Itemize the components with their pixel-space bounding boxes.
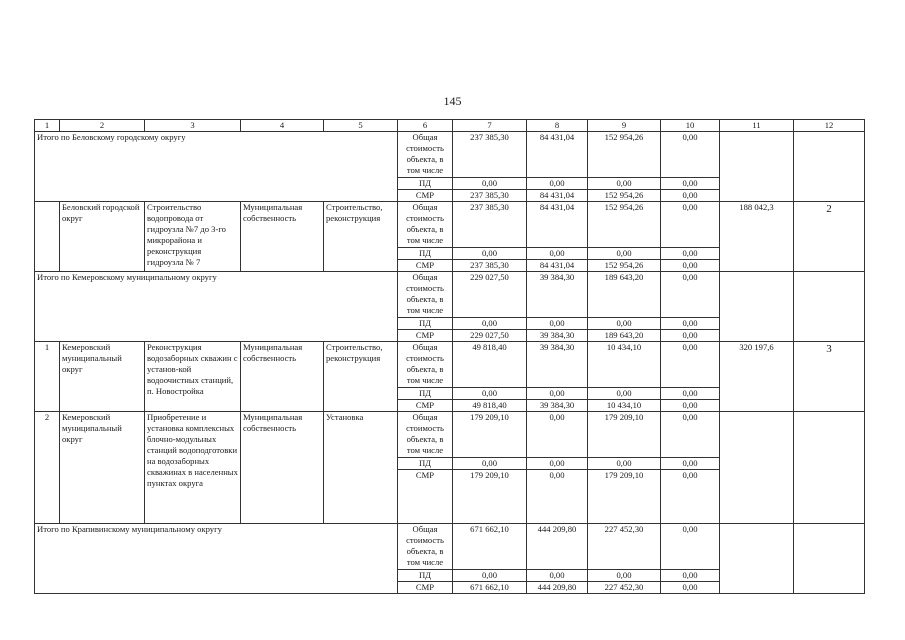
cost-category: СМР [398, 470, 453, 524]
item-row [35, 202, 865, 248]
value-col8: 444 209,80 [527, 524, 588, 570]
header-cell: 7 [453, 120, 527, 132]
item-row [35, 342, 865, 388]
value-col8: 0,00 [527, 412, 588, 458]
ownership-type: Муниципальная собственность [241, 202, 324, 272]
cost-category: ПД [398, 178, 453, 190]
value-col7: 237 385,30 [453, 202, 527, 248]
value-col9: 10 434,10 [588, 400, 661, 412]
value-col8: 84 431,04 [527, 202, 588, 248]
header-cell: 2 [60, 120, 145, 132]
header-cell: 6 [398, 120, 453, 132]
item-number: 2 [35, 412, 60, 524]
value-col9: 152 954,26 [588, 132, 661, 178]
cost-category: ПД [398, 248, 453, 260]
value-col7: 671 662,10 [453, 582, 527, 594]
value-col9: 189 643,20 [588, 330, 661, 342]
value-col8: 0,00 [527, 178, 588, 190]
value-col7: 0,00 [453, 570, 527, 582]
value-col9: 179 209,10 [588, 470, 661, 524]
value-col9: 152 954,26 [588, 202, 661, 248]
value-col9: 0,00 [588, 388, 661, 400]
cost-category: Общая стоимость объекта, в том числе [398, 202, 453, 248]
value-col10: 0,00 [661, 458, 720, 470]
work-type: Установка [324, 412, 398, 524]
value-col8: 0,00 [527, 470, 588, 524]
value-col8: 0,00 [527, 458, 588, 470]
header-cell: 1 [35, 120, 60, 132]
value-col8: 39 384,30 [527, 330, 588, 342]
district-name: Беловский городской округ [60, 202, 145, 272]
cost-category: Общая стоимость объекта, в том числе [398, 132, 453, 178]
value-col7: 179 209,10 [453, 470, 527, 524]
header-cell: 12 [794, 120, 865, 132]
value-col9: 189 643,20 [588, 272, 661, 318]
value-col9: 10 434,10 [588, 342, 661, 388]
capacity-value [720, 412, 794, 524]
header-cell: 10 [661, 120, 720, 132]
priority-value: 2 [794, 202, 865, 272]
value-col10: 0,00 [661, 202, 720, 248]
value-col7: 0,00 [453, 178, 527, 190]
value-col7: 0,00 [453, 388, 527, 400]
value-col7: 237 385,30 [453, 132, 527, 178]
value-col7: 179 209,10 [453, 412, 527, 458]
value-col10: 0,00 [661, 260, 720, 272]
value-col8: 0,00 [527, 248, 588, 260]
value-col8: 84 431,04 [527, 190, 588, 202]
value-col10: 0,00 [661, 400, 720, 412]
work-type: Строительство, реконструкция [324, 202, 398, 272]
cost-category: СМР [398, 400, 453, 412]
value-col8: 0,00 [527, 570, 588, 582]
value-col7: 671 662,10 [453, 524, 527, 570]
value-col7: 229 027,50 [453, 330, 527, 342]
object-name: Реконструкция водозаборных скважин с установ-кой водоочистных станций, п. Новостройка [145, 342, 241, 412]
value-col8: 39 384,30 [527, 342, 588, 388]
header-cell: 5 [324, 120, 398, 132]
header-cell: 4 [241, 120, 324, 132]
value-col10: 0,00 [661, 132, 720, 178]
priority-value [794, 412, 865, 524]
value-col10: 0,00 [661, 524, 720, 570]
total-label: Итого по Кемеровскому муниципальному округу [35, 272, 398, 342]
total-label: Итого по Беловскому городскому округу [35, 132, 398, 202]
cost-category: Общая стоимость объекта, в том числе [398, 272, 453, 318]
value-col10: 0,00 [661, 272, 720, 318]
value-col9: 0,00 [588, 458, 661, 470]
value-col8: 84 431,04 [527, 132, 588, 178]
table-body [35, 120, 865, 594]
value-col9: 0,00 [588, 570, 661, 582]
value-col10: 0,00 [661, 178, 720, 190]
cost-category: Общая стоимость объекта, в том числе [398, 412, 453, 458]
header-cell: 8 [527, 120, 588, 132]
value-col7: 237 385,30 [453, 260, 527, 272]
budget-table-container [34, 119, 864, 594]
value-col8: 84 431,04 [527, 260, 588, 272]
cost-category: ПД [398, 318, 453, 330]
cost-category: СМР [398, 582, 453, 594]
cost-category: Общая стоимость объекта, в том числе [398, 524, 453, 570]
value-col7: 0,00 [453, 458, 527, 470]
empty-cell [720, 524, 794, 594]
empty-cell [794, 524, 865, 594]
value-col9: 0,00 [588, 318, 661, 330]
object-name: Приобретение и установка комплексных блочно-модульных станций водоподготовки на водозаборных скважинах в населенных пунктах округа [145, 412, 241, 524]
value-col10: 0,00 [661, 342, 720, 388]
empty-cell [794, 272, 865, 342]
value-col10: 0,00 [661, 330, 720, 342]
value-col7: 0,00 [453, 318, 527, 330]
ownership-type: Муниципальная собственность [241, 342, 324, 412]
header-cell: 9 [588, 120, 661, 132]
value-col9: 0,00 [588, 248, 661, 260]
value-col9: 179 209,10 [588, 412, 661, 458]
value-col10: 0,00 [661, 248, 720, 260]
empty-cell [794, 132, 865, 202]
value-col7: 0,00 [453, 248, 527, 260]
value-col8: 0,00 [527, 388, 588, 400]
value-col7: 49 818,40 [453, 400, 527, 412]
value-col7: 229 027,50 [453, 272, 527, 318]
header-row [35, 120, 865, 132]
work-type: Строительство, реконструкция [324, 342, 398, 412]
cost-category: Общая стоимость объекта, в том числе [398, 342, 453, 388]
cost-category: СМР [398, 330, 453, 342]
value-col10: 0,00 [661, 318, 720, 330]
header-cell: 11 [720, 120, 794, 132]
item-number: 1 [35, 342, 60, 412]
value-col10: 0,00 [661, 190, 720, 202]
item-number [35, 202, 60, 272]
value-col10: 0,00 [661, 388, 720, 400]
empty-cell [720, 272, 794, 342]
value-col10: 0,00 [661, 412, 720, 458]
value-col9: 227 452,30 [588, 524, 661, 570]
district-name: Кемеровский муниципальный округ [60, 412, 145, 524]
value-col9: 0,00 [588, 178, 661, 190]
value-col10: 0,00 [661, 570, 720, 582]
cost-category: СМР [398, 260, 453, 272]
cost-category: СМР [398, 190, 453, 202]
priority-value: 3 [794, 342, 865, 412]
budget-table [34, 119, 865, 594]
value-col9: 227 452,30 [588, 582, 661, 594]
item-row [35, 412, 865, 458]
value-col7: 49 818,40 [453, 342, 527, 388]
value-col8: 444 209,80 [527, 582, 588, 594]
capacity-value: 320 197,6 [720, 342, 794, 412]
value-col10: 0,00 [661, 470, 720, 524]
empty-cell [720, 132, 794, 202]
cost-category: ПД [398, 458, 453, 470]
object-name: Строительство водопровода от гидроузла №7 до 3-го микрорайона и реконструкция гидроузла № 7 [145, 202, 241, 272]
capacity-value: 188 042,3 [720, 202, 794, 272]
total-row [35, 132, 865, 178]
value-col9: 152 954,26 [588, 260, 661, 272]
cost-category: ПД [398, 388, 453, 400]
ownership-type: Муниципальная собственность [241, 412, 324, 524]
district-name: Кемеровский муниципальный округ [60, 342, 145, 412]
value-col10: 0,00 [661, 582, 720, 594]
total-row [35, 524, 865, 570]
value-col8: 0,00 [527, 318, 588, 330]
value-col9: 152 954,26 [588, 190, 661, 202]
page-number: 145 [443, 94, 462, 108]
header-cell: 3 [145, 120, 241, 132]
value-col7: 237 385,30 [453, 190, 527, 202]
total-row [35, 272, 865, 318]
value-col8: 39 384,30 [527, 400, 588, 412]
cost-category: ПД [398, 570, 453, 582]
value-col8: 39 384,30 [527, 272, 588, 318]
total-label: Итого по Крапивинскому муниципальному округу [35, 524, 398, 594]
